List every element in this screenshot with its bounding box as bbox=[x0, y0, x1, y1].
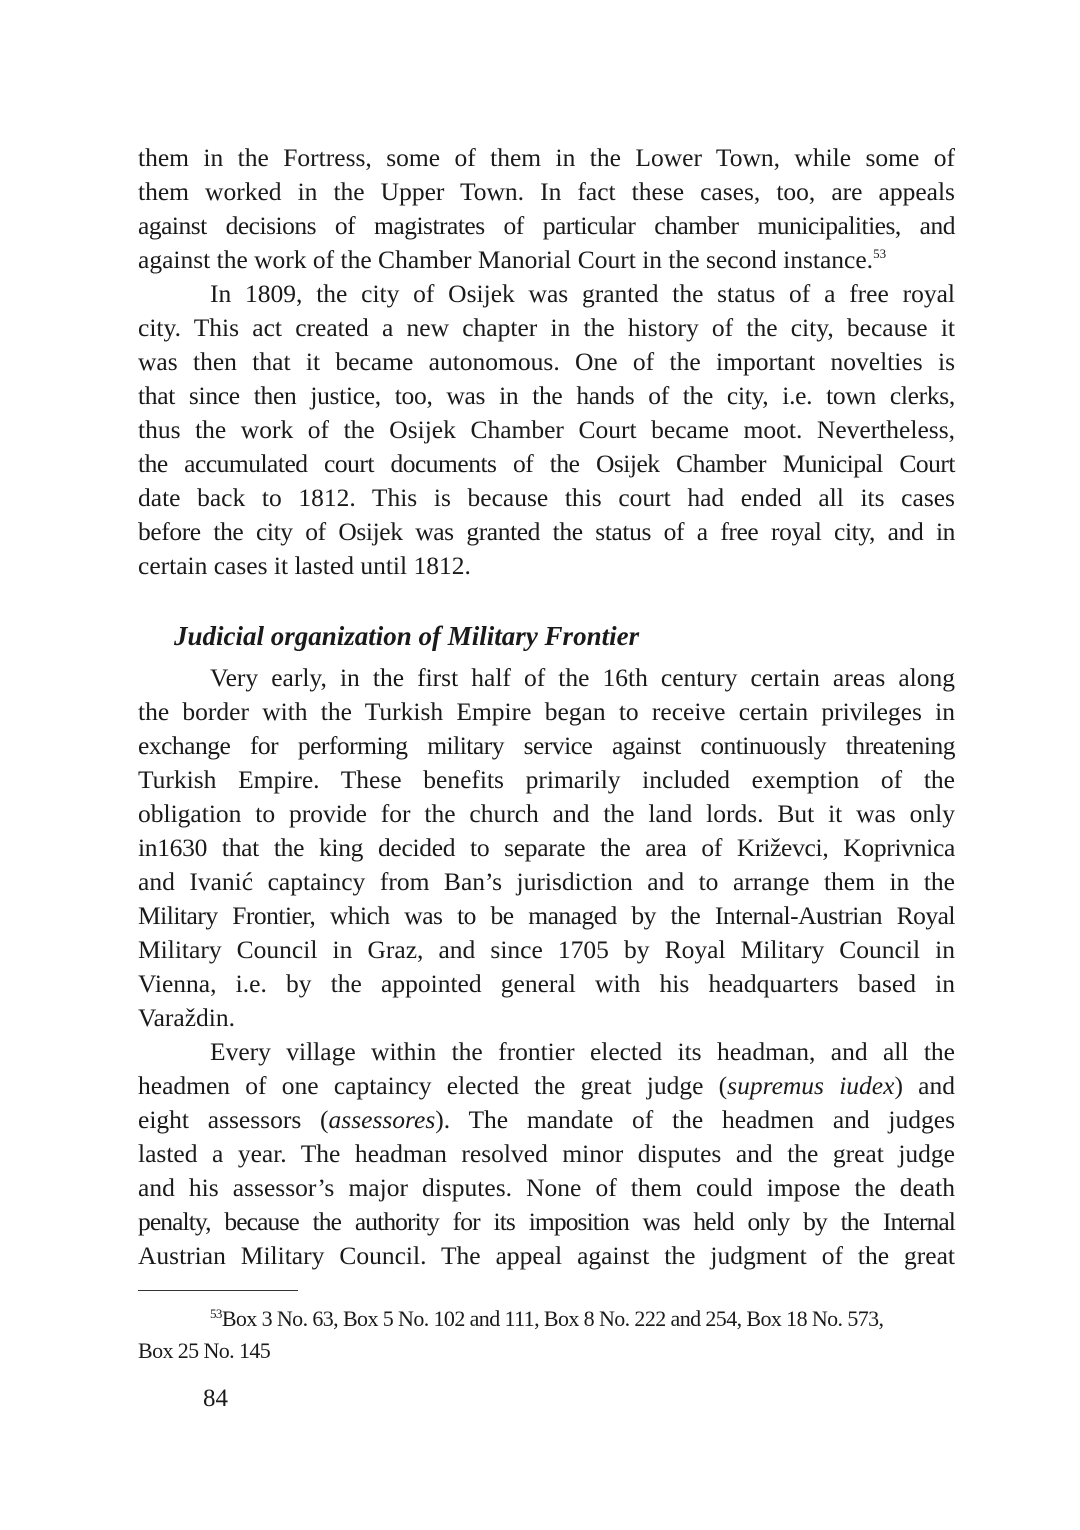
text-line bbox=[138, 1069, 955, 1103]
text-span: and his assessor’s major disputes. None of them could impose the death bbox=[138, 1173, 955, 1202]
text-span: lasted a year. The headman resolved minor disputes and the great judge bbox=[138, 1139, 955, 1168]
text-line: before the city of Osijek was granted the status of a free royal city, and in bbox=[138, 517, 955, 546]
text-line: Turkish Empire. These benefits primarily included exemption of the bbox=[138, 765, 955, 794]
text-line: certain cases it lasted until 1812. bbox=[138, 551, 471, 580]
text-span: Austrian Military Council. The appeal against the judgment of the great bbox=[138, 1241, 955, 1270]
footnote-number: 53 bbox=[210, 1306, 222, 1321]
text-line: the border with the Turkish Empire began to receive certain privileges in bbox=[138, 697, 955, 726]
text-line: Military Council in Graz, and since 1705 by Royal Military Council in bbox=[138, 935, 955, 964]
paragraph-4 bbox=[138, 1035, 955, 1273]
text-span: Every village within the frontier elected its headman, and all the bbox=[210, 1037, 955, 1066]
paragraph-1 bbox=[138, 141, 955, 277]
text-line: in1630 that the king decided to separate the area of Križevci, Koprivnica bbox=[138, 833, 955, 862]
text-line: Vienna, i.e. by the appointed general with his headquarters based in bbox=[138, 969, 955, 998]
text-line: and Ivanić captaincy from Ban’s jurisdiction and to arrange them in the bbox=[138, 867, 955, 896]
text-span: headmen of one captaincy elected the great judge ( bbox=[138, 1071, 728, 1100]
text-line bbox=[138, 1035, 955, 1069]
text-line-content: against the work of the Chamber Manorial Court in the second instance. bbox=[138, 245, 874, 274]
text-line bbox=[138, 1137, 955, 1171]
text-line: Very early, in the first half of the 16th century certain areas along bbox=[210, 663, 955, 692]
text-line: Military Frontier, which was to be managed by the Internal-Austrian Royal bbox=[138, 901, 955, 930]
footnote bbox=[138, 1303, 955, 1335]
section-heading: Judicial organization of Military Frontier bbox=[174, 621, 640, 651]
text-line: them worked in the Upper Town. In fact these cases, too, are appeals bbox=[138, 177, 955, 206]
latin-term: supremus iudex bbox=[727, 1071, 895, 1100]
text-span: ). The mandate of the headmen and judges bbox=[435, 1105, 955, 1134]
text-line: them in the Fortress, some of them in the Lower Town, while some of bbox=[138, 143, 955, 172]
text-line: Varaždin. bbox=[138, 1003, 235, 1032]
footnote-divider bbox=[138, 1290, 298, 1291]
text-span: penalty, because the authority for its imposition was held only by the Internal bbox=[138, 1207, 955, 1236]
text-span: ) and bbox=[894, 1071, 956, 1100]
text-line: against decisions of magistrates of particular chamber municipalities, and bbox=[138, 211, 955, 240]
text-line: exchange for performing military service against continuously threatening bbox=[138, 731, 955, 760]
text-line bbox=[138, 243, 955, 277]
text-line: city. This act created a new chapter in the history of the city, because it bbox=[138, 313, 955, 342]
text-line: was then that it became autonomous. One of the important novelties is bbox=[138, 347, 955, 376]
latin-term: assessores bbox=[328, 1105, 436, 1134]
text-line: that since then justice, too, was in the hands of the city, i.e. town clerks, bbox=[138, 381, 955, 410]
text-span: eight assessors ( bbox=[138, 1105, 329, 1134]
footnote-ref[interactable]: 53 bbox=[873, 246, 887, 261]
page-number: 84 bbox=[203, 1385, 228, 1412]
text-line: the accumulated court documents of the Osijek Chamber Municipal Court bbox=[138, 449, 955, 478]
paragraph-2 bbox=[138, 277, 955, 583]
text-line bbox=[138, 1205, 955, 1239]
text-line bbox=[138, 1103, 955, 1137]
paragraph-3 bbox=[138, 661, 955, 1035]
text-line: date back to 1812. This is because this court had ended all its cases bbox=[138, 483, 955, 512]
text-line: obligation to provide for the church and the land lords. But it was only bbox=[138, 799, 955, 828]
footnote-text: Box 3 No. 63, Box 5 No. 102 and 111, Box 8 No. 222 and 254, Box 18 No. 573, bbox=[221, 1306, 884, 1331]
text-line: thus the work of the Osijek Chamber Court became moot. Nevertheless, bbox=[138, 415, 955, 444]
text-line: In 1809, the city of Osijek was granted the status of a free royal bbox=[210, 279, 955, 308]
text-line bbox=[138, 1239, 955, 1273]
text-line bbox=[138, 1171, 955, 1205]
footnote-continuation: Box 25 No. 145 bbox=[138, 1338, 271, 1363]
